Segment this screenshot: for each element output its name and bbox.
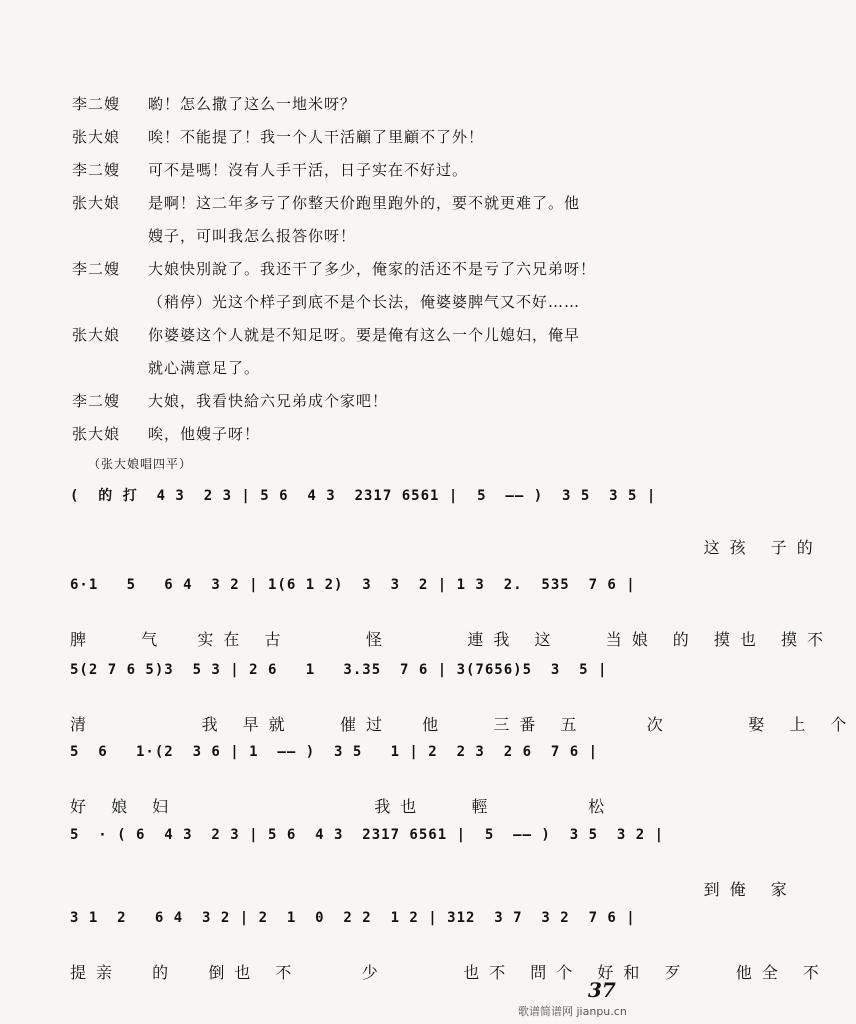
lyrics: 到俺 家: [70, 880, 797, 899]
speaker: [72, 352, 148, 385]
dialogue-text: （稍停）光这个样子到底不是个长法，俺婆婆脾气又不好……: [148, 293, 581, 311]
dialogue-line: [72, 286, 642, 319]
lyrics: 这孩 子的: [70, 538, 823, 557]
speaker: 李二嫂: [72, 161, 121, 179]
jianpu-notes: 3 1 2 6 4 3 2 | 2 1 0 2 2 1 2 | 312 3 7 3 2 7 6 |: [70, 910, 636, 926]
dialogue-line: [72, 352, 642, 385]
speaker: [72, 220, 148, 253]
dialogue-text: 唉，他嫂子呀！: [148, 425, 261, 443]
jianpu-notes: 5(2 7 6 5)3 5 3 | 2 6 1 3.35 7 6 | 3(7656)5 3 5 |: [70, 662, 608, 678]
dialogue-line: [72, 88, 642, 121]
speaker: 李二嫂: [72, 392, 121, 410]
dialogue-line: [72, 319, 642, 352]
dialogue-text: 你婆婆这个人就是不知足呀。要是俺有这么一个儿媳妇，俺早: [148, 326, 581, 344]
dialogue-line: [72, 220, 642, 253]
music-row: [70, 744, 638, 817]
dialogue-text: 喲！怎么撒了这么一地米呀？: [148, 95, 357, 113]
singing-cue: （张大娘唱四平）: [88, 457, 193, 471]
jianpu-notes: 6·1 5 6 4 3 2 | 1(6 1 2) 3 3 2 | 1 3 2. 535 7 6 |: [70, 577, 636, 593]
dialogue-text: 大娘快別說了。我还干了多少，俺家的活还不是亏了六兄弟呀！: [148, 260, 597, 278]
speaker: 李二嫂: [72, 95, 121, 113]
dialogue-line: [72, 187, 642, 220]
dialogue-text: 可不是嗎！沒有人手干活，日子实在不好过。: [148, 161, 469, 179]
speaker: 张大娘: [72, 326, 121, 344]
lyrics: 提亲 的 倒也 不 少 也不 問个 好和 歹 他全 不: [70, 963, 829, 982]
music-row: [70, 827, 797, 900]
jianpu-notes: 5 · ( 6 4 3 2 3 | 5 6 4 3 2317 6561 | 5 —— ) 3 5 3 2 |: [70, 827, 665, 843]
watermark: 歌谱简谱网 jianpu.cn: [518, 1005, 627, 1018]
music-row: [70, 485, 823, 558]
lyrics: 好 娘 妇 我也 輕 松: [70, 797, 615, 816]
speaker: 张大娘: [72, 425, 121, 443]
lyrics: 脾 气 实在 古 怪 連我 这 当娘 的 摸也 摸不: [70, 630, 833, 649]
dialogue-line: [72, 418, 642, 451]
music-row: [70, 662, 856, 735]
dialogue-line: [72, 154, 642, 187]
lyrics: 清 我 早就 催过 他 三番 五 次 娶 上 个: [70, 715, 856, 734]
music-row: [70, 910, 829, 983]
music-row: [70, 577, 833, 650]
dialogue-section: [72, 88, 642, 451]
speaker: 张大娘: [72, 128, 121, 146]
jianpu-notes: 5 6 1·(2 3 6 | 1 —— ) 3 5 1 | 2 2 3 2 6 7 6 |: [70, 744, 599, 760]
dialogue-line: [72, 385, 642, 418]
dialogue-text: 大娘，我看快給六兄弟成个家吧！: [148, 392, 389, 410]
dialogue-text: 是啊！这二年多亏了你整天价跑里跑外的，要不就更难了。他: [148, 194, 581, 212]
speaker: 张大娘: [72, 194, 121, 212]
dialogue-line: [72, 253, 642, 286]
speaker: 李二嫂: [72, 260, 121, 278]
speaker: [72, 286, 148, 319]
dialogue-text: 就心满意足了。: [148, 359, 261, 377]
page-number: 37: [588, 978, 616, 1002]
dialogue-line: [72, 121, 642, 154]
dialogue-text: 唉！不能提了！我一个人干活顧了里顧不了外！: [148, 128, 485, 146]
dialogue-text: 嫂子，可叫我怎么报答你呀！: [148, 227, 357, 245]
jianpu-notes: ( 的 打 4 3 2 3 | 5 6 4 3 2317 6561 | 5 —— ) 3 5 3 5 |: [70, 488, 657, 504]
